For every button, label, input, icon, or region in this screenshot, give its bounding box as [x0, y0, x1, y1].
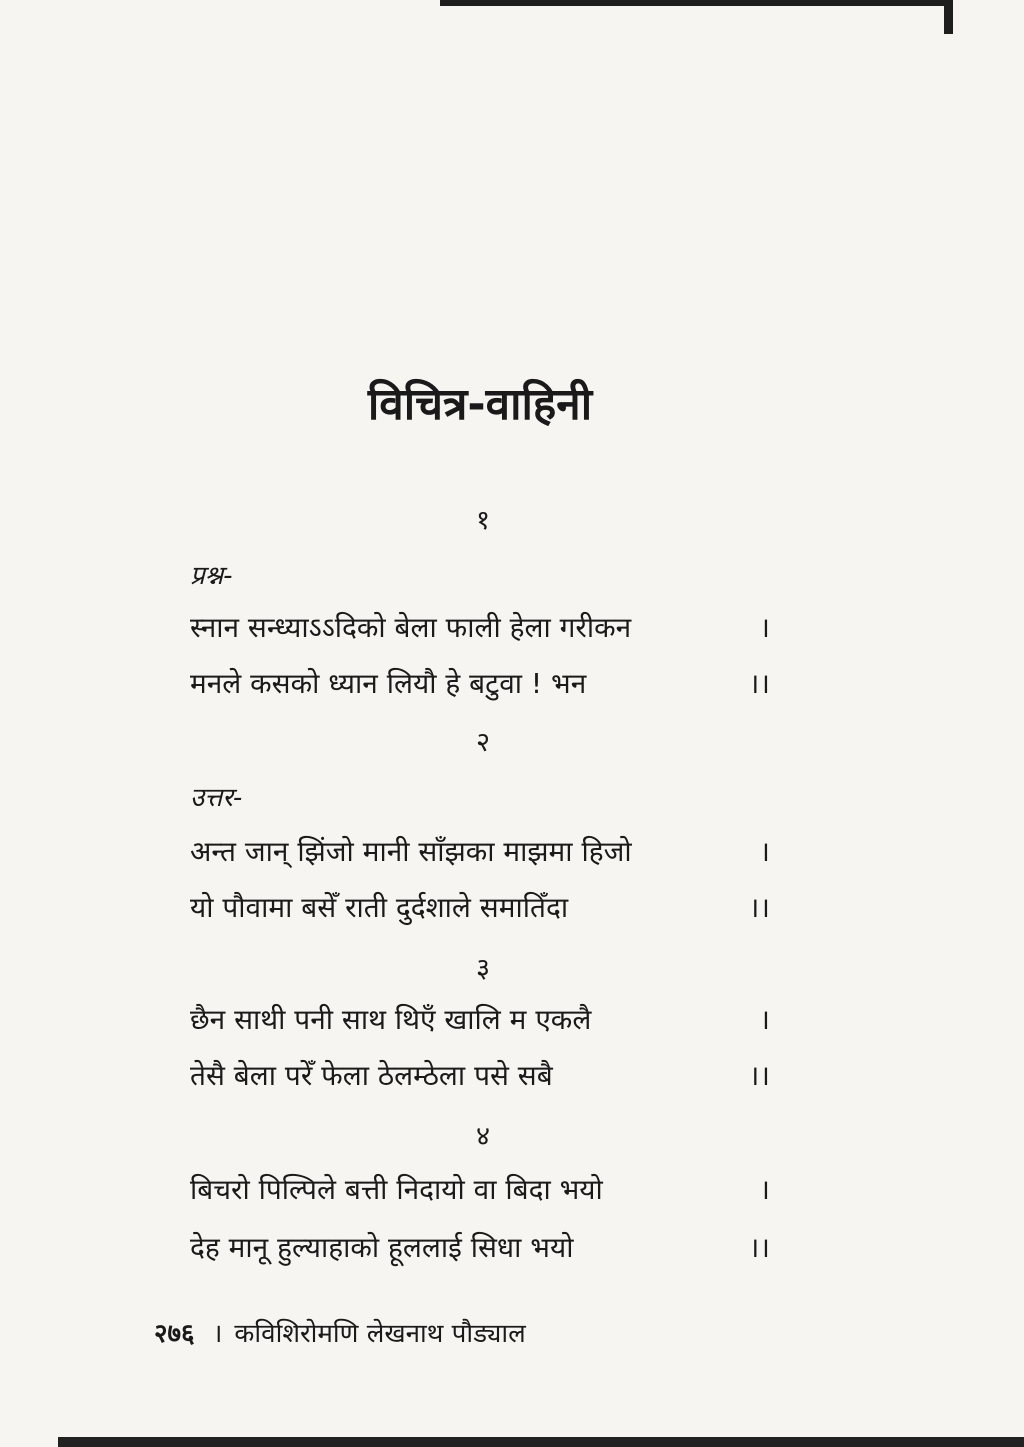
verse-danda: ।: [759, 835, 770, 868]
stanza-label: प्रश्न-: [190, 561, 233, 591]
verse-danda: ।।: [748, 1059, 770, 1092]
verse-text: बिचरो पिल्पिले बत्ती निदायो वा बिदा भयो: [190, 1173, 603, 1206]
stanza-label: उत्तर-: [190, 783, 243, 813]
verse-danda: ।।: [748, 667, 770, 700]
verse-line: [190, 1000, 770, 1038]
verse-line: [190, 608, 770, 646]
footer-separator: ।: [212, 1319, 223, 1349]
stanza-number: १: [475, 505, 491, 536]
page-footer: [154, 1314, 526, 1350]
verse-text: स्नान सन्ध्याऽऽदिको बेला फाली हेला गरीकन: [190, 611, 632, 644]
verse-line: [190, 832, 770, 870]
page-number: २७६: [154, 1319, 195, 1349]
verse-line: [190, 1170, 770, 1208]
verse-text: मनले कसको ध्यान लियौ हे बटुवा ! भन: [190, 667, 587, 700]
page-edge-bottom: [58, 1437, 1024, 1447]
stanza-number: २: [475, 727, 491, 758]
verse-danda: ।।: [748, 891, 770, 924]
verse-danda: ।: [759, 611, 770, 644]
page-edge-top: [440, 0, 952, 6]
verse-text: अन्त जान् झिंजो मानी साँझका माझमा हिजो: [190, 835, 632, 868]
verse-line: [190, 1056, 770, 1094]
verse-text: तेसै बेला परेँ फेला ठेलम्ठेला पसे सबै: [190, 1059, 553, 1092]
verse-text: यो पौवामा बसेँ राती दुर्दशाले समातिँदा: [190, 891, 569, 924]
verse-danda: ।।: [748, 1231, 770, 1264]
stanza-number: ४: [475, 1121, 491, 1152]
stanza-number: ३: [475, 953, 491, 984]
verse-line: [190, 888, 770, 926]
book-author: कविशिरोमणि लेखनाथ पौड्याल: [234, 1319, 526, 1349]
verse-text: देह मानू हुल्याहाको हूललाई सिधा भयो: [190, 1231, 574, 1264]
page-edge-right: [944, 0, 953, 34]
verse-text: छैन साथी पनी साथ थिएँ खालि म एकलै: [190, 1003, 592, 1036]
verse-line: [190, 664, 770, 702]
verse-line: [190, 1228, 770, 1266]
verse-danda: ।: [759, 1003, 770, 1036]
verse-danda: ।: [759, 1173, 770, 1206]
poem-title: विचित्र-वाहिनी: [367, 379, 593, 430]
